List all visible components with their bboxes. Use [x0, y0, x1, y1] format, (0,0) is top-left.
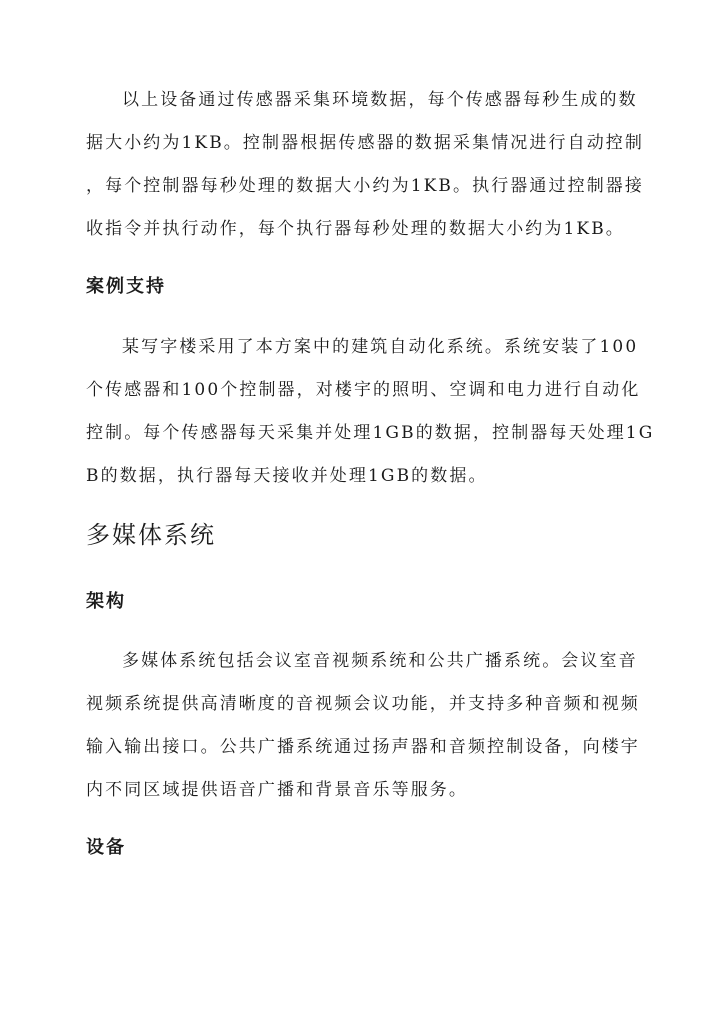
paragraph-line: ，每个控制器每秒处理的数据大小约为1KB。执行器通过控制器接 [86, 176, 645, 196]
paragraph-line: 据大小约为1KB。控制器根据传感器的数据采集情况进行自动控制 [86, 133, 645, 153]
paragraph-line: 控制。每个传感器每天采集并处理1GB的数据，控制器每天处理1G [86, 423, 655, 443]
paragraph-line: B的数据，执行器每天接收并处理1GB的数据。 [86, 466, 488, 486]
paragraph-line: 多媒体系统包括会议室音视频系统和公共广播系统。会议室音 [122, 651, 638, 671]
section-heading-case-support: 案例支持 [86, 276, 166, 297]
section-heading-architecture: 架构 [86, 591, 126, 612]
paragraph-line: 某写字楼采用了本方案中的建筑自动化系统。系统安装了100 [122, 337, 639, 357]
paragraph-line: 个传感器和100个控制器，对楼宇的照明、空调和电力进行自动化 [86, 380, 641, 400]
paragraph-line: 输入输出接口。公共广播系统通过扬声器和音频控制设备，向楼宇 [86, 737, 640, 757]
chapter-heading-multimedia: 多媒体系统 [86, 521, 216, 549]
paragraph-line: 以上设备通过传感器采集环境数据，每个传感器每秒生成的数 [122, 90, 638, 110]
paragraph-line: 内不同区域提供语音广播和背景音乐等服务。 [86, 780, 468, 800]
section-heading-equipment: 设备 [86, 837, 126, 858]
paragraph-line: 视频系统提供高清晰度的音视频会议功能，并支持多种音频和视频 [86, 694, 640, 714]
paragraph-line: 收指令并执行动作，每个执行器每秒处理的数据大小约为1KB。 [86, 219, 625, 239]
